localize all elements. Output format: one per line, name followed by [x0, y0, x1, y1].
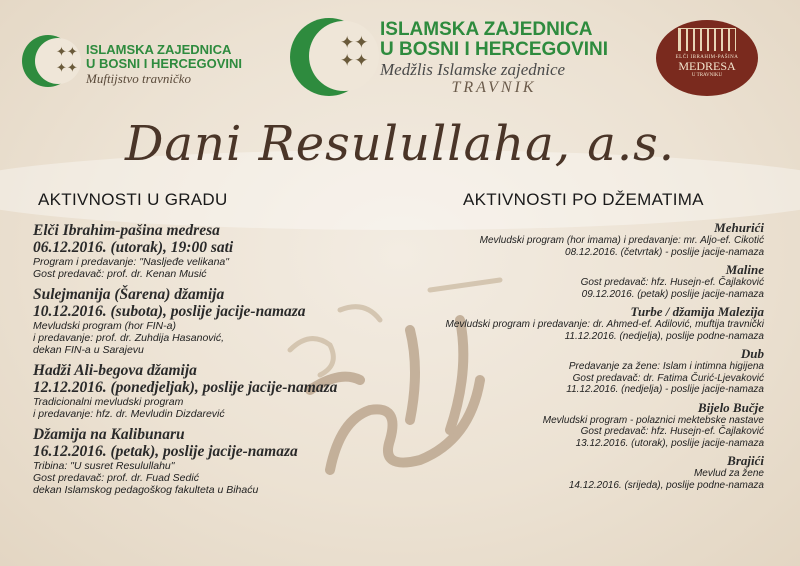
- event-item: [384, 453, 764, 491]
- event-title: Turbe / džamija Malezija: [630, 304, 764, 319]
- page-title: Dani Resulullaha, a.s.: [124, 116, 676, 172]
- center-logo-sub: Medžlis Islamske zajednice: [380, 60, 566, 79]
- right-heading: AKTIVNOSTI PO DŽEMATIMA: [463, 190, 704, 209]
- event-line: Tribina: "U susret Resulullahu": [33, 460, 175, 472]
- event-item: [33, 286, 393, 356]
- left-logo-line1: ISLAMSKA ZAJEDNICA: [86, 42, 232, 57]
- medresa-name: MEDRESA: [678, 59, 736, 73]
- event-title: Bijelo Bučje: [697, 399, 764, 415]
- event-item: [384, 400, 764, 450]
- event-date: 16.12.2016. (petak), poslije jacije-namaza: [33, 443, 298, 460]
- event-line: Mevlud za žene: [693, 468, 764, 479]
- event-line: Program i predavanje: "Nasljeđe velikana": [33, 256, 229, 268]
- event-line: 13.12.2016. (utorak), poslije jacije-namaza: [575, 437, 764, 449]
- center-logo: [290, 10, 620, 100]
- event-line: Gost predavač: hfz. Husejn-ef. Čajlaković: [580, 426, 764, 437]
- event-line: Mevludski program - polaznici mektebske nastave: [542, 414, 764, 426]
- medresa-bottom: U TRAVNIKU: [691, 73, 723, 78]
- event-item: [384, 304, 764, 342]
- event-line: dekan Islamskog pedagoškog fakulteta u Bihaću: [33, 484, 259, 496]
- event-line: Gost predavač: prof. dr. Kenan Musić: [33, 268, 207, 280]
- event-line: 11.12.2016. (nedjelja) - poslije jacije-namaza: [566, 384, 764, 395]
- event-line: Gost predavač: dr. Fatima Čurić-Ljevaković: [572, 372, 764, 384]
- event-line: 09.12.2016. (petak) poslije jacije-namaza: [581, 288, 764, 300]
- event-date: 10.12.2016. (subota), poslije jacije-namaza: [33, 303, 306, 320]
- medresa-top: ELČI IBRAHIM-PAŠINA: [675, 55, 739, 60]
- event-line: dekan FIN-a u Sarajevu: [33, 344, 144, 356]
- event-line: Tradicionalni mevludski program: [33, 396, 184, 408]
- left-heading: AKTIVNOSTI U GRADU: [38, 190, 228, 209]
- event-line: i predavanje: hfz. dr. Mevludin Dizdarević: [33, 408, 225, 420]
- event-item: [33, 222, 393, 280]
- medresa-logo: [656, 20, 758, 96]
- event-title: Brajići: [727, 453, 764, 468]
- right-event-list: [384, 220, 764, 491]
- left-logo-sub: Muftijstvo travničko: [86, 71, 192, 86]
- event-line: Mevludski program (hor imama) i predavanje: mr. Aljo-ef. Cikotić: [479, 235, 764, 246]
- event-line: 14.12.2016. (srijeda), poslije podne-namaza: [568, 479, 764, 491]
- event-title: Hadži Ali-begova džamija: [33, 362, 197, 379]
- event-line: i predavanje: prof. dr. Zuhdija Hasanović,: [33, 332, 225, 344]
- event-item: [384, 262, 764, 300]
- event-line: Gost predavač: hfz. Husejn-ef. Čajlaković: [580, 277, 764, 288]
- event-item: [33, 362, 393, 420]
- event-title: Elči Ibrahim-pašina medresa: [33, 222, 220, 239]
- center-logo-sub2: TRAVNIK: [451, 79, 537, 96]
- event-line: 11.12.2016. (nedjelja), poslije podne-namaza: [564, 330, 764, 342]
- event-title: Maline: [725, 262, 764, 277]
- event-item: [384, 220, 764, 258]
- left-logo-line2: U BOSNI I HERCEGOVINI: [86, 56, 243, 71]
- event-line: Mevludski program (hor FIN-a): [33, 320, 176, 332]
- left-logo: [22, 30, 282, 100]
- event-title: Sulejmanija (Šarena) džamija: [33, 286, 225, 303]
- event-date: 12.12.2016. (ponedjeljak), poslije jacije-namaza: [33, 379, 338, 396]
- event-title: Mehurići: [714, 220, 764, 235]
- center-logo-line1: ISLAMSKA ZAJEDNICA: [380, 19, 593, 40]
- event-line: Mevludski program i predavanje: dr. Ahmed-ef. Adilović, muftija travnički: [445, 319, 764, 330]
- event-item: [33, 426, 393, 496]
- center-logo-line2: U BOSNI I HERCEGOVINI: [380, 39, 609, 60]
- stars-icon: ✦✦ ✦✦: [340, 33, 369, 70]
- event-line: Predavanje za žene: Islam i intimna higijena: [568, 361, 764, 372]
- building-icon: [678, 28, 736, 51]
- event-item: [384, 346, 764, 396]
- event-line: 08.12.2016. (četvrtak) - poslije jacije-namaza: [565, 246, 764, 258]
- event-line: Gost predavač: prof. dr. Fuad Sedić: [33, 472, 199, 484]
- event-title: Džamija na Kalibunaru: [33, 426, 185, 443]
- event-title: Dub: [740, 346, 764, 361]
- event-date: 06.12.2016. (utorak), 19:00 sati: [33, 239, 234, 256]
- left-event-list: [33, 222, 393, 496]
- stars-icon: ✦✦ ✦✦: [56, 44, 78, 75]
